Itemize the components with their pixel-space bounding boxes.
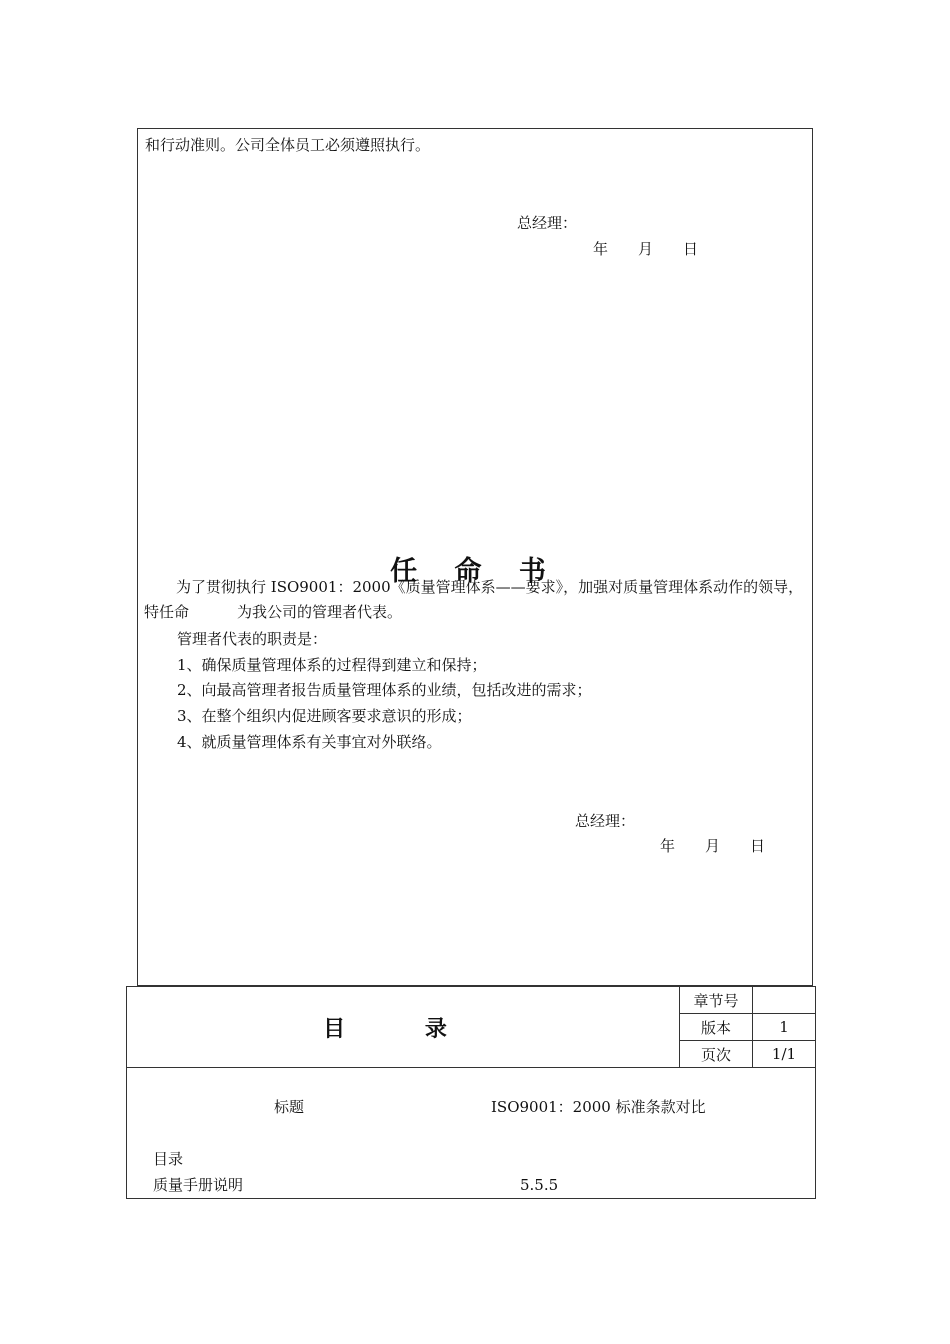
toc-row-clause: 5.5.5 xyxy=(520,1176,559,1194)
date-line-bottom: 年 月 日 xyxy=(660,837,766,855)
appointment-title: 任 命 书 xyxy=(390,556,560,587)
intro-part1: 为了贯彻执行 ISO9001：2000《质量管理体系——要求》，加强对质量管理体系动作的领导，特任命 xyxy=(144,578,804,621)
appointment-intro xyxy=(144,575,808,625)
duty-item: 2、向最高管理者报告质量管理体系的业绩，包括改进的需求； xyxy=(177,681,592,699)
intro-part2: 为我公司的管理者代表。 xyxy=(237,603,403,621)
meta-value xyxy=(753,987,816,1014)
meta-row xyxy=(680,1014,816,1041)
manager-sign-label-top: 总经理： xyxy=(517,214,578,232)
toc-body xyxy=(126,1067,816,1199)
toc-header xyxy=(126,986,816,1068)
duties-heading: 管理者代表的职责是： xyxy=(177,630,328,648)
meta-label: 章节号 xyxy=(680,987,753,1014)
meta-row xyxy=(680,987,816,1014)
doc-meta-table xyxy=(679,987,815,1067)
meta-row xyxy=(680,1041,816,1068)
meta-value: 1 xyxy=(753,1014,816,1041)
col-clause-header: ISO9001：2000 标准条款对比 xyxy=(491,1098,706,1116)
manager-sign-label-bottom: 总经理： xyxy=(575,812,636,830)
duty-item: 1、确保质量管理体系的过程得到建立和保持； xyxy=(177,656,487,674)
duty-item: 4、就质量管理体系有关事宜对外联络。 xyxy=(177,733,442,751)
appointment-frame xyxy=(137,128,813,986)
duty-item: 3、在整个组织内促进顾客要求意识的形成； xyxy=(177,707,472,725)
date-line-top: 年 月 日 xyxy=(593,240,699,258)
toc-row-title: 质量手册说明 xyxy=(153,1176,244,1194)
toc-title: 目 录 xyxy=(323,1016,483,1042)
meta-label: 版本 xyxy=(680,1014,753,1041)
top-line: 和行动准则。公司全体员工必须遵照执行。 xyxy=(145,136,431,154)
meta-value: 1/1 xyxy=(753,1041,816,1068)
meta-label: 页次 xyxy=(680,1041,753,1068)
toc-row-title: 目录 xyxy=(153,1150,184,1168)
col-title-header: 标题 xyxy=(274,1098,305,1116)
